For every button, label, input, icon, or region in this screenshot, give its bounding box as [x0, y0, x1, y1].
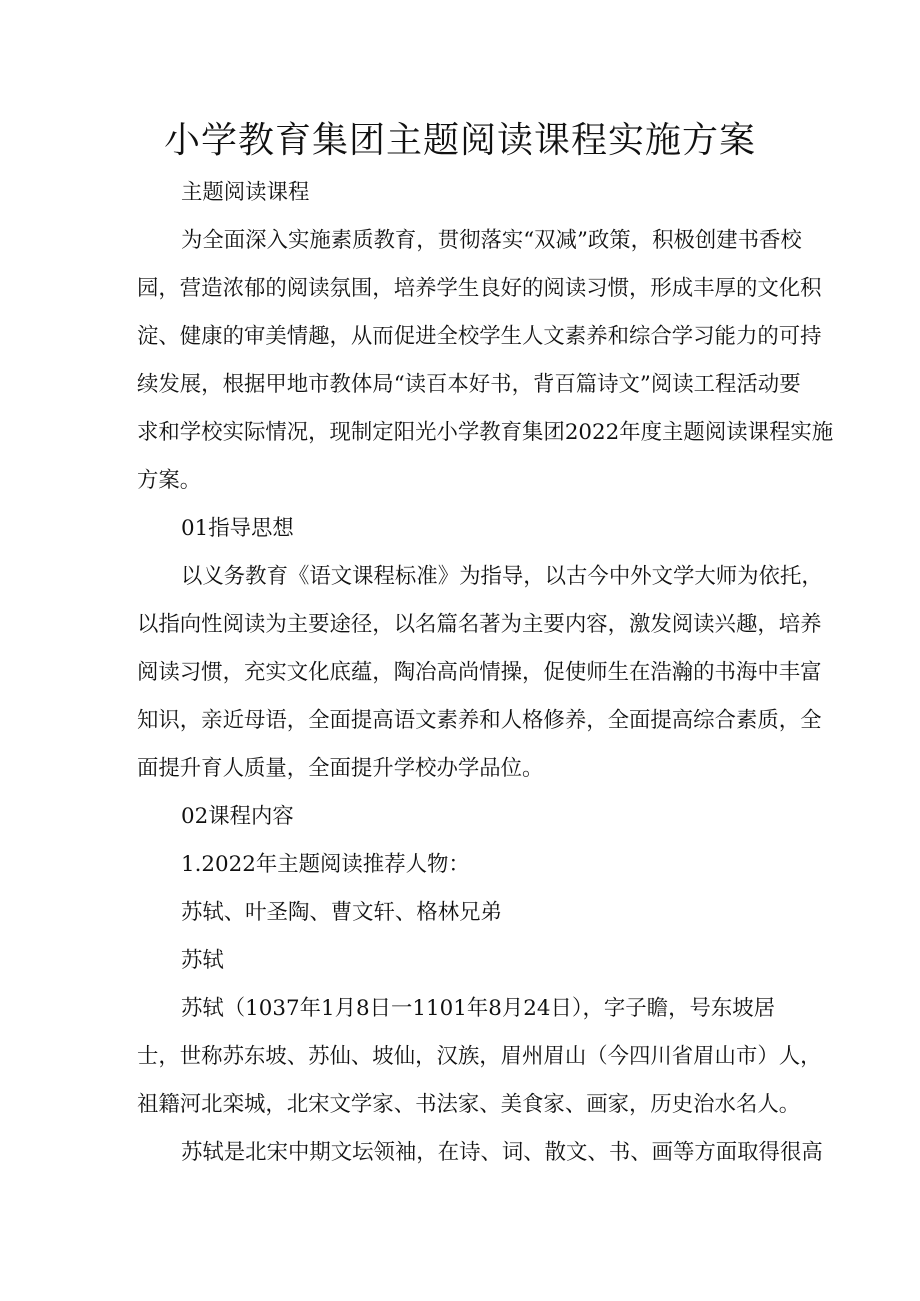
- guiding-paragraph-line: 面提升育人质量，全面提升学校办学品位。: [137, 756, 544, 781]
- intro-paragraph-line: 园，营造浓郁的阅读氛围，培养学生良好的阅读习惯，形成丰厚的文化积: [137, 276, 822, 301]
- su-shi-second-paragraph-line: 苏轼是北宋中期文坛领袖，在诗、词、散文、书、画等方面取得很高: [181, 1140, 823, 1165]
- su-shi-paragraph-line: 苏轼（1037年1月8日一1101年8月24日），字子瞻，号东坡居: [181, 996, 776, 1021]
- intro-paragraph-line: 求和学校实际情况，现制定阳光小学教育集团2022年度主题阅读课程实施: [137, 420, 834, 445]
- list-item-recommended-figures: 1.2022年主题阅读推荐人物：: [181, 852, 470, 877]
- guiding-paragraph-line: 阅读习惯，充实文化底蕴，陶冶高尚情操，促使师生在浩瀚的书海中丰富: [137, 660, 822, 685]
- guiding-paragraph-line: 以义务教育《语文课程标准》为指导，以古今中外文学大师为依托，: [181, 564, 823, 589]
- intro-paragraph-line: 方案。: [137, 468, 202, 493]
- su-shi-paragraph-line: 祖籍河北栾城，北宋文学家、书法家、美食家、画家，历史治水名人。: [137, 1092, 801, 1117]
- intro-paragraph-line: 续发展，根据甲地市教体局“读百本好书，背百篇诗文”阅读工程活动要: [137, 372, 801, 397]
- guiding-paragraph-line: 知识，亲近母语，全面提高语文素养和人格修养，全面提高综合素质，全: [137, 708, 822, 733]
- intro-paragraph-line: 为全面深入实施素质教育，贯彻落实“双减”政策，积极创建书香校: [181, 228, 802, 253]
- recommended-figures-names: 苏轼、叶圣陶、曹文轩、格林兄弟: [181, 900, 502, 925]
- section-heading-guiding-thought: 01指导思想: [181, 516, 294, 541]
- section-heading-course-content: 02课程内容: [181, 804, 294, 829]
- document-title: 小学教育集团主题阅读课程实施方案: [163, 120, 756, 161]
- section-heading-reading-course: 主题阅读课程: [181, 180, 310, 205]
- intro-paragraph-line: 淀、健康的审美情趣，从而促进全校学生人文素养和综合学习能力的可持: [137, 324, 822, 349]
- subheading-su-shi: 苏轼: [181, 948, 224, 973]
- su-shi-paragraph-line: 士，世称苏东坡、苏仙、坡仙，汉族，眉州眉山（今四川省眉山市）人，: [137, 1044, 822, 1069]
- guiding-paragraph-line: 以指向性阅读为主要途径，以名篇名著为主要内容，激发阅读兴趣，培养: [137, 612, 822, 637]
